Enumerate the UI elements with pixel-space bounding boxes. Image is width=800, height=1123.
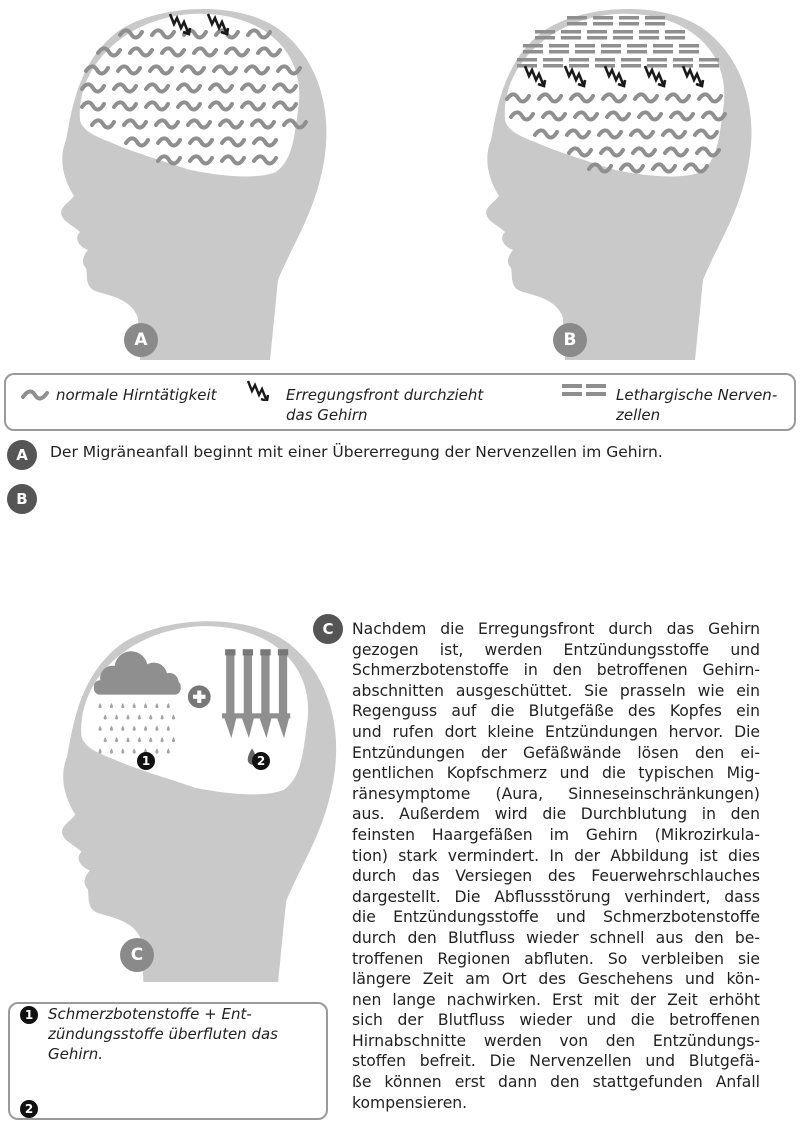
plus-icon xyxy=(188,685,211,708)
legend-lethargic-line1: Lethargische Nerven- xyxy=(616,386,778,404)
body-text-line: durch den Blutfluss wieder schnell aus den be- xyxy=(352,928,760,947)
number-1-marker: 1 xyxy=(137,752,155,770)
number-1-bullet: 1 xyxy=(20,1006,38,1024)
caption-a-text: Der Migräneanfall beginnt mit einer Übererregung der Nervenzellen im Gehirn. xyxy=(50,443,663,461)
head-c-illustration xyxy=(40,612,340,982)
body-text-c xyxy=(352,619,760,1113)
legend-front-line1: Erregungsfront durchzieht xyxy=(286,386,484,404)
legend-front-line2: das Gehirn xyxy=(286,406,368,424)
head-b-illustration xyxy=(460,0,760,360)
body-text-line: Regenguss auf die Blutgefäße des Kopfes ein xyxy=(352,702,760,721)
legend-normal-label: normale Hirntätigkeit xyxy=(56,386,217,404)
footnote-box xyxy=(8,1002,328,1120)
body-text-line: nen lange nachwirken. Erst mit der Zeit erhöht xyxy=(352,990,760,1009)
body-text-line: gezogen ist, werden Entzündungsstoffe und xyxy=(352,640,760,659)
body-text-line: ränesymptome (Aura, Sinneseinschränkungen) xyxy=(352,784,760,803)
body-text-line: sich der Blutfluss wieder und die betroffenen xyxy=(352,1011,760,1030)
badge-b-caption: B xyxy=(7,484,37,514)
body-text-line: abschnitten ausgeschüttet. Sie prasseln wie ein xyxy=(352,681,760,700)
body-text-line: Schmerzbotenstoffe in den betroffenen Gehirn- xyxy=(352,661,760,680)
body-text-line: längere Zeit am Ort des Geschehens und kön- xyxy=(352,970,760,989)
body-text-line: durch das Versiegen des Feuerwehrschlauches xyxy=(352,867,760,886)
body-text-line: ße können erst dann den stattgefunden Anfall xyxy=(352,1073,760,1092)
badge-a-caption: A xyxy=(7,440,37,470)
body-text-line: und rufen dort kleine Entzündungen hervor. Die xyxy=(352,722,760,741)
footnote-1-line2: zündungsstoffe überfluten das xyxy=(48,1025,278,1043)
body-text-line: Hirnabschnitte werden von den Entzündungs- xyxy=(352,1031,760,1050)
badge-c-head: C xyxy=(120,938,154,972)
body-text-line: dargestellt. Die Abflussstörung verhindert, dass xyxy=(352,887,760,906)
body-text-line: die Entzündungsstoffe und Schmerzbotenstoffe xyxy=(352,908,760,927)
body-text-line: Nachdem die Erregungsfront durch das Gehirn xyxy=(352,620,760,638)
bars-icon xyxy=(562,384,608,398)
badge-b-head: B xyxy=(553,323,587,357)
body-text-line: gentlichen Kopfschmerz und die typischen Mig- xyxy=(352,764,760,783)
legend-box xyxy=(4,373,796,431)
body-text-line: stoffen befreit. Die Nervenzellen und Blutgefä- xyxy=(352,1052,760,1071)
body-text-line: Entzündungen der Gefäßwände lösen den ei- xyxy=(352,743,760,762)
lightning-icon xyxy=(244,379,278,401)
number-2-marker: 2 xyxy=(252,752,270,770)
body-text-line: feinsten Haargefäßen im Gehirn (Mikrozirkula- xyxy=(352,825,760,844)
legend-front-label xyxy=(286,385,483,425)
body-text-line: tion) stark vermindert. In der Abbildung ist dies xyxy=(352,846,760,865)
body-text-line: kompensieren. xyxy=(352,1093,468,1112)
badge-a-head: A xyxy=(124,323,158,357)
wave-icon xyxy=(20,389,50,401)
body-text-line: troffenen Regionen abfluten. So verbleiben sie xyxy=(352,949,760,968)
number-2-bullet: 2 xyxy=(20,1100,38,1118)
body-text-line: aus. Außerdem wird die Durchblutung in den xyxy=(352,805,760,824)
head-a-illustration xyxy=(40,0,330,360)
footnote-1-text xyxy=(48,1004,318,1064)
footnote-1-line1: Schmerzbotenstoffe + Ent- xyxy=(48,1005,252,1023)
footnote-1-line3: Gehirn. xyxy=(48,1045,103,1063)
legend-lethargic-line2: zellen xyxy=(616,406,661,424)
badge-c-text: C xyxy=(313,614,343,644)
legend-lethargic-label xyxy=(616,385,777,425)
